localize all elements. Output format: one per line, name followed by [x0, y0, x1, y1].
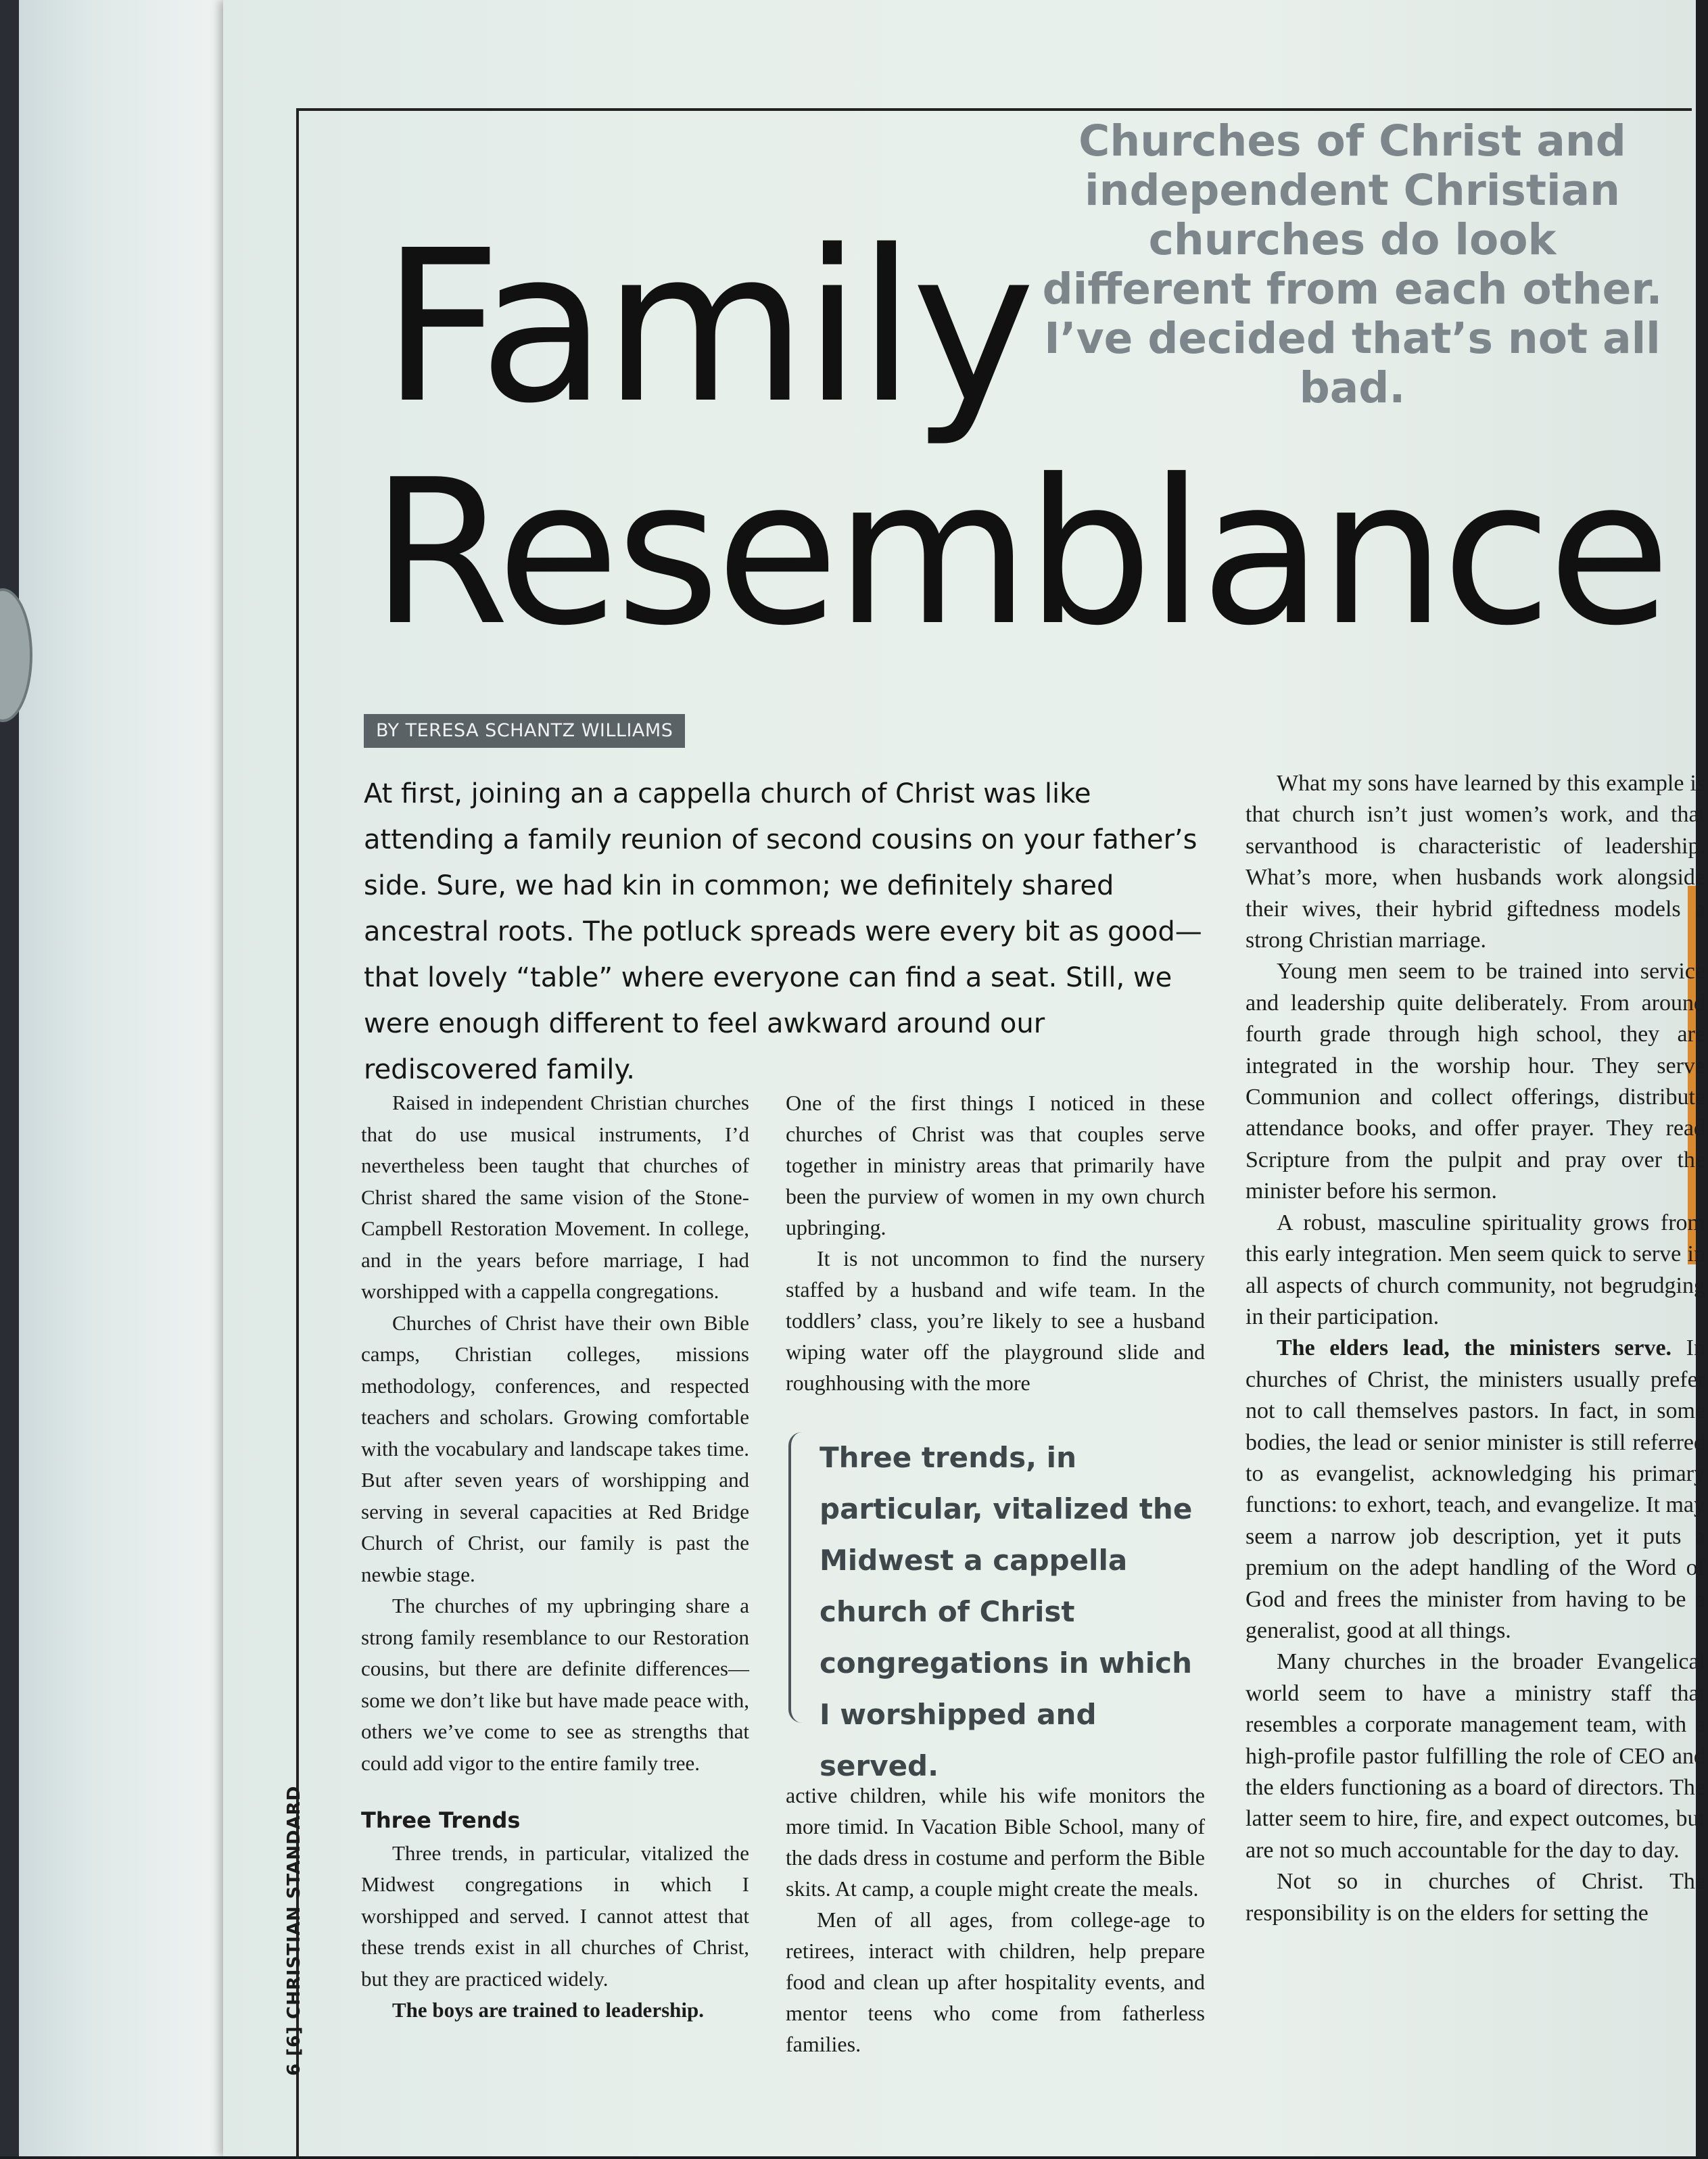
col3-paragraph-3: A robust, masculine spirituality grows from this early integration. Men seem quick to serve in all aspects of church community, not begrudging in their participation. — [1246, 1210, 1705, 1329]
pull-quote: Three trends, in particular, vitalized the Midwest a cappella church of Christ congregations in which I worshipped and served. — [788, 1432, 1194, 1723]
column-3 — [1246, 768, 1705, 1929]
col1-paragraph-4: Three trends, in particular, vitalized the Midwest congregations in which I worshipped and served. I cannot attest that these trends exist in all churches of Christ, but they are practiced widely. — [361, 1841, 749, 1991]
col3-paragraph-2: Young men seem to be trained into service and leadership quite deliberately. From around fourth grade through high school, they are integrated in the worship hour. They serve Communion and collect offerings, distribute attendance books, and offer prayer. They read Scripture from the pulpit and pray over the minister before his sermon. — [1246, 959, 1705, 1204]
col3-run-in-head: The elders lead, the ministers serve. — [1277, 1335, 1672, 1361]
byline: BY TERESA SCHANTZ WILLIAMS — [364, 714, 685, 748]
col1-run-in-head: The boys are trained to leadership. — [392, 1998, 704, 2022]
col1-paragraph-5 — [361, 1995, 749, 2026]
intro-paragraph — [364, 771, 1202, 1093]
col2-paragraph-4: Men of all ages, from college-age to retirees, interact with children, help prepare food and clean up after hospitality events, and mentor teens who come from fatherless families. — [786, 1907, 1205, 2056]
subhead-three-trends: Three Trends — [361, 1807, 521, 1833]
col2-paragraph-1: One of the first things I noticed in these churches of Christ was that couples serve together in ministry areas that primarily have been the purview of women in my own church upbringing. — [786, 1091, 1205, 1239]
book-spine-shadow — [0, 0, 19, 2156]
column-2-bottom — [786, 1780, 1205, 2060]
article-deck: Churches of Christ and independent Christian churches do look different from each other. I’ve decided that’s not all bad. — [1042, 116, 1663, 412]
headline-line-2: Resemblance — [371, 436, 1667, 669]
col1-paragraph-3: The churches of my upbringing share a strong family resemblance to our Restoration cousins, but there are definite differences—some we don’t like but have made peace with, others we’ve come to see as strengths that could add vigor to the entire family tree. — [361, 1594, 749, 1775]
col3-paragraph-4-text: In churches of Christ, the ministers usually prefer not to call themselves pastors. In fact, in some bodies, the lead or senior minister is still referred to as evangelist, acknowledging his primary functions: to exhort, teach, and evangelize. It may seem a narrow job description, yet it puts a premium on the adept handling of the Word of God and frees the minister from having to be a generalist, good at all things. — [1246, 1335, 1705, 1643]
column-2-top — [786, 1087, 1205, 1398]
facing-page-edge — [0, 0, 223, 2156]
col3-paragraph-4 — [1246, 1333, 1705, 1646]
headline-line-1: Family — [381, 206, 1032, 450]
page-folio: 6 [6] CHRISTIAN STANDARD — [284, 1785, 304, 2076]
col2-paragraph-3: active children, while his wife monitors the more timid. In Vacation Bible School, many of the dads dress in costume and perform the Bible skits. At camp, a couple might create the meals. — [786, 1783, 1205, 1901]
col3-paragraph-5: Many churches in the broader Evangelical world seem to have a ministry staff that resembles a corporate management team, with a high-profile pastor fulfilling the role of CEO and the elders functioning as a board of directors. The latter seem to hire, fire, and expect outcomes, but are not so much accountable for the day to day. — [1246, 1649, 1705, 1863]
col1-paragraph-1: Raised in independent Christian churches that do use musical instruments, I’d nevertheless been taught that churches of Christ shared the same vision of the Stone-Campbell Restoration Movement. In college, and in the years before marriage, I had worshipped with a cappella congregations. — [361, 1091, 749, 1303]
col1-paragraph-2: Churches of Christ have their own Bible camps, Christian colleges, missions methodology, conferences, and respected teachers and scholars. Growing comfortable with the vocabulary and landscape takes time. But after seven years of worshipping and serving in several capacities at Red Bridge Church of Christ, our family is past the newbie stage. — [361, 1310, 749, 1586]
col3-paragraph-1: What my sons have learned by this example is that church isn’t just women’s work, and that servanthood is characteristic of leadership. What’s more, when husbands work alongside their wives, their hybrid giftedness models a strong Christian marriage. — [1246, 771, 1705, 953]
column-1 — [361, 1087, 749, 2026]
col3-paragraph-6: Not so in churches of Christ. The responsibility is on the elders for setting the — [1246, 1869, 1705, 1926]
col2-paragraph-2: It is not uncommon to find the nursery staffed by a husband and wife team. In the toddlers’ class, you’re likely to see a husband wiping water off the playground slide and roughhousing with the more — [786, 1246, 1205, 1395]
intro-text: At first, joining an a cappella church of Christ was like attending a family reunion of second cousins on your father’s side. Sure, we had kin in common; we definitely shared ancestral roots. The potluck spreads were every bit as good—that lovely “table” where everyone can find a seat. Still, we were enough different to feel awkward around our rediscovered family. — [364, 778, 1202, 1085]
